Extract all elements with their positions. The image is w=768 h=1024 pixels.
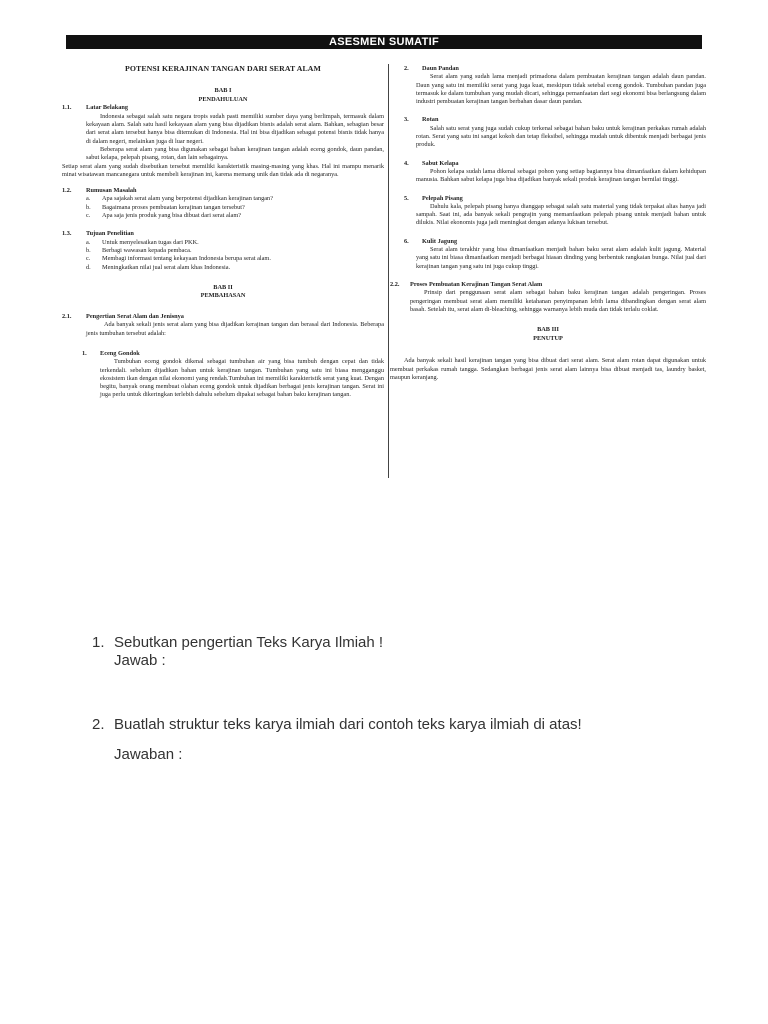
list-text: Apa sajakah serat alam yang berpotensi dijadikan kerajinan tangan? bbox=[102, 195, 273, 203]
subsection-kulit-jagung-heading bbox=[390, 238, 706, 246]
section-number: 2.2. bbox=[390, 280, 400, 288]
subsection-sabut-kelapa-heading bbox=[390, 160, 706, 168]
section-number: 2.1. bbox=[62, 313, 72, 321]
subsection-number: 1. bbox=[82, 349, 87, 357]
list-marker: b. bbox=[86, 246, 91, 254]
section-1-3-heading bbox=[62, 230, 384, 238]
question-2 bbox=[92, 716, 582, 764]
list-item bbox=[62, 239, 384, 247]
paragraph: Serat alam terakhir yang bisa dimanfaatkan menjadi bahan baku serat alam adalah kulit jagung. Material yang satu ini biasa dimanfaatkan menjadi berbagai hiasan dinding yang berbentuk rangkaian bunga. Nilai jual dari kerajinan tangan yang satu ini juga cukup tinggi. bbox=[416, 246, 706, 270]
subsection-number: 4. bbox=[404, 159, 409, 167]
paragraph: Ada banyak sekali hasil kerajinan tangan yang bisa dibuat dari serat alam. Serat alam rotan dapat digunakan untuk membuat perkakas rumah tangga. Sedangkan berbagai jenis serat alam lainnya bisa dibuat menjadi tas, laundry basket, maupun keranjang. bbox=[390, 357, 706, 381]
subsection-number: 6. bbox=[404, 237, 409, 245]
bab1-title: PENDAHULUAN bbox=[198, 95, 248, 103]
answer-label: Jawab : bbox=[114, 652, 166, 669]
subsection-title: Sabut Kelapa bbox=[422, 159, 459, 167]
list-marker: a. bbox=[86, 195, 91, 203]
question-number: 1. bbox=[92, 634, 105, 651]
subsection-rotan-heading bbox=[390, 116, 706, 124]
section-2-1-heading bbox=[62, 313, 384, 321]
bab1-label: BAB I bbox=[214, 87, 232, 95]
column-divider bbox=[388, 64, 389, 478]
subsection-pelepah-pisang-heading bbox=[390, 195, 706, 203]
list-item bbox=[62, 255, 384, 263]
bab2-label: BAB II bbox=[213, 283, 233, 291]
bab3-title: PENUTUP bbox=[533, 334, 563, 342]
subsection-number: 2. bbox=[404, 65, 409, 72]
list-text: Berbagi wawasan kepada pembaca. bbox=[102, 246, 192, 254]
list-item bbox=[62, 264, 384, 272]
question-1 bbox=[92, 634, 383, 670]
assessment-banner: ASESMEN SUMATIF bbox=[66, 35, 702, 49]
section-title: Tujuan Penelitian bbox=[86, 230, 134, 238]
subsection-title: Kulit Jagung bbox=[422, 237, 458, 245]
paragraph: Ada banyak sekali jenis serat alam yang bisa dijadikan kerajinan tangan dan berasal dari Indonesia. Beberapa jenis tumbuhan tersebut adalah: bbox=[86, 321, 384, 337]
subsection-title: Daun Pandan bbox=[422, 65, 459, 72]
answer-label: Jawaban : bbox=[114, 746, 183, 763]
list-marker: a. bbox=[86, 238, 91, 246]
section-title: Latar Belakang bbox=[86, 104, 129, 112]
section-title: Proses Pembuatan Kerajinan Tangan Serat Alam bbox=[410, 280, 543, 288]
section-title: Rumusan Masalah bbox=[86, 187, 137, 195]
paragraph: Beberapa serat alam yang bisa digunakan sebagai bahan kerajinan tangan adalah eceng gondok, daun pandan, sabut kelapa, pelepah pisang, rotan, dan lain sebagainya. bbox=[86, 145, 384, 162]
paragraph: Indonesia sebagai salah satu negara tropis sudah pasti memiliki sumber daya yang berlimpah, termasuk dalam kekayaan alam. Salah satu hasil kekayaan alam yang bisa dijadikan bisnis adalah serat alam. Bahkan, sebagian besar dari serat alam tersebut hanya bisa ditemukan di Indonesia. Hal ini bisa dijadikan sebagai potensi bisnis tidak hanya di dalam negeri, melainkan juga di luar negeri. bbox=[86, 112, 384, 145]
section-1-2-heading bbox=[62, 187, 384, 195]
section-number: 1.1. bbox=[62, 104, 72, 112]
section-number: 1.2. bbox=[62, 187, 72, 195]
subsection-number: 3. bbox=[404, 116, 409, 124]
subsection-title: Pelepah Pisang bbox=[422, 194, 463, 202]
paragraph: Salah satu serat yang juga sudah cukup terkenal sebagai bahan baku untuk kerajinan perkakas rumah adalah rotan. Serat yang satu ini sangat kokoh dan tetap fleksibel, sehingga mudah untuk dibentuk menjadi berbagai jenis produk. bbox=[416, 124, 706, 149]
question-text: Sebutkan pengertian Teks Karya Ilmiah ! bbox=[114, 634, 384, 651]
paragraph: Tumbuhan eceng gondok dikenal sebagai tumbuhan air yang bisa tumbuh dengan cepat dan tidak terkendali. sebelum dijadikan bahan untuk kerajinan tangan. Tumbuhan yang satu ini biasa mengganggu ekosistem ikan dengan nilai ekonomi yang rendah.Tumbuhan ini memiliki karakteristik serat yang kuat. Dengan begitu, banyak orang membuat olahan eceng gondok untuk dijadikan berbagai jenis kerajinan tangan. Serat ini juga perlu untuk dikeringkan terlebih dahulu sebelum dipakai sebagai bahan baku kerajinan tangan. bbox=[100, 358, 384, 399]
question-text: Buatlah struktur teks karya ilmiah dari contoh teks karya ilmiah di atas! bbox=[114, 716, 582, 733]
list-text: Untuk menyelesaikan tugas dari PKK. bbox=[102, 238, 199, 246]
list-item bbox=[62, 212, 384, 220]
section-title: Pengertian Serat Alam dan Jenisnya bbox=[86, 313, 184, 321]
list-item bbox=[62, 195, 384, 203]
list-text: Membagi informasi tentang kekayaan Indonesia berupa serat alam. bbox=[102, 255, 271, 263]
right-column bbox=[390, 65, 706, 382]
list-marker: c. bbox=[86, 212, 91, 220]
subsection-title: Rotan bbox=[422, 116, 439, 124]
section-2-2-heading bbox=[390, 281, 706, 289]
bab2-title: PEMBAHASAN bbox=[200, 292, 246, 300]
subsection-number: 5. bbox=[404, 194, 409, 202]
section-1-1-heading bbox=[62, 104, 384, 112]
subsection-title: Eceng Gondok bbox=[100, 349, 140, 357]
subsection-daun-pandan-heading bbox=[390, 65, 706, 73]
list-text: Bagaimana proses pembuatan kerajinan tangan tersebut? bbox=[102, 203, 245, 211]
section-number: 1.3. bbox=[62, 230, 72, 238]
paragraph: Dahulu kala, pelepah pisang hanya dianggap sebagai salah satu material yang tidak terpakai alias hanya jadi sampah. Saat ini, ada banyak sekali pengrajin yang memanfaatkan pelepah pisang untuk menjadi bahan untuk dilukis. Nilai ekonomis juga jadi meningkat dengan adanya lukisan tersebut. bbox=[416, 202, 706, 227]
question-number: 2. bbox=[92, 716, 105, 733]
paragraph: Serat alam yang sudah lama menjadi primadona dalam pembuatan kerajinan tangan adalah daun pandan. Daun yang satu ini memiliki serat yang juga kuat, meskipun tidak setebal eceng gondok. Tumbuhan pandan juga termasuk ke dalam tumbuhan yang mudah dicari, sehingga pemanfaatan dari segi ekonomi bisa berlangsung dalam industri pembuatan kerajinan tangan berbahan dasar daun pandan. bbox=[416, 73, 706, 106]
list-text: Meningkatkan nilai jual serat alam khas Indonesia. bbox=[102, 263, 231, 271]
paragraph: Pohon kelapa sudah lama dikenal sebagai pohon yang setiap bagiannya bisa dimanfaatkan dalam kehidupan manusia. Bahkan sabut kelapa juga bisa dijadikan banyak sekali produk kerajinan tangan bernilai tinggi. bbox=[416, 167, 706, 184]
list-marker: c. bbox=[86, 255, 91, 263]
paragraph: Setiap serat alam yang sudah disebutkan tersebut memiliki karakteristik masing-masing yang khas. Hal ini mampu menarik minat wisatawan mancanegara untuk membeli kerajinan ini, karena memang unik dan tidak ada di negaranya. bbox=[62, 162, 384, 178]
list-marker: d. bbox=[86, 263, 91, 271]
list-item bbox=[62, 204, 384, 212]
subsection-eceng-gondok-heading bbox=[62, 350, 384, 358]
list-item bbox=[62, 247, 384, 255]
paragraph: Prinsip dari penggunaan serat alam sebagai bahan baku kerajinan tangan adalah pengeringan. Proses pengeringan membuat serat alam memiliki ketahanan penyimpanan lebih lama dibandingkan dengan serat alam basah. Setelah itu, serat alam di-bleaching, sehingga warnanya lebih muda dan tidak terlalu coklat. bbox=[410, 289, 706, 313]
list-marker: b. bbox=[86, 203, 91, 211]
list-text: Apa saja jenis produk yang bisa dibuat dari serat alam? bbox=[102, 212, 242, 220]
section-1-1-body bbox=[62, 113, 384, 163]
left-column bbox=[62, 65, 384, 400]
bab3-label: BAB III bbox=[537, 326, 559, 334]
document-title: POTENSI KERAJINAN TANGAN DARI SERAT ALAM bbox=[125, 64, 321, 73]
